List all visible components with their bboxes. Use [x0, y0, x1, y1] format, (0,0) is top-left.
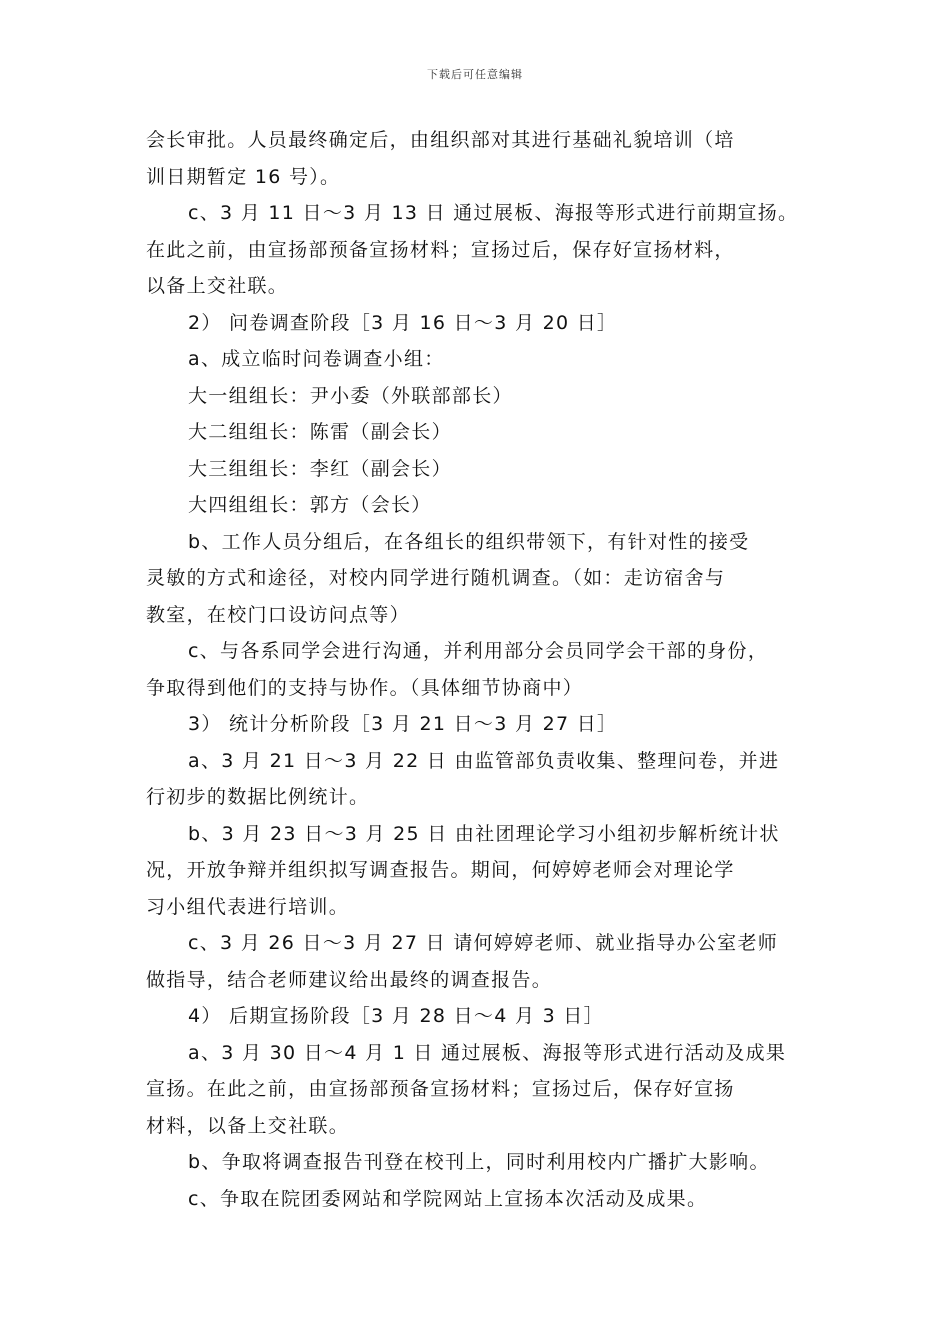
text-line: c、3 月 26 日～3 月 27 日 请何婷婷老师、就业指导办公室老师 [188, 932, 779, 954]
text-line: 教室，在校门口设访问点等） [146, 603, 410, 626]
text-line: c、与各系同学会进行沟通，并利用部分会员同学会干部的身份， [188, 640, 769, 662]
text-line: a、3 月 21 日～3 月 22 日 由监管部负责收集、整理问卷，并进 [188, 749, 780, 772]
text-line: 3） 统计分析阶段［3 月 21 日～3 月 27 日］ [188, 713, 618, 735]
text-line: 大四组组长：郭方（会长） [188, 494, 432, 516]
text-line: b、3 月 23 日～3 月 25 日 由社团理论学习小组初步解析统计状 [188, 822, 780, 845]
text-line: a、3 月 30 日～4 月 1 日 通过展板、海报等形式进行活动及成果 [188, 1041, 787, 1064]
text-line: 行初步的数据比例统计。 [146, 786, 370, 808]
text-line: a、成立临时问卷调查小组： [188, 348, 445, 370]
text-line: 宣扬。在此之前，由宣扬部预备宣扬材料；宣扬过后，保存好宣扬 [146, 1078, 735, 1100]
text-line: 灵敏的方式和途径，对校内同学进行随机调查。（如：走访宿舍与 [146, 567, 726, 589]
document-body [146, 122, 810, 1217]
text-line: 会长审批。人员最终确定后，由组织部对其进行基础礼貌培训（培 [146, 129, 735, 151]
text-line: 2） 问卷调查阶段［3 月 16 日～3 月 20 日］ [188, 311, 618, 334]
text-line: 大二组组长：陈雷（副会长） [188, 421, 452, 443]
text-line: 训日期暂定 16 号）。 [146, 165, 341, 188]
text-line: 在此之前，由宣扬部预备宣扬材料；宣扬过后，保存好宣扬材料， [146, 238, 735, 261]
text-line: b、工作人员分组后，在各组长的组织带领下，有针对性的接受 [188, 530, 750, 553]
text-line: 以备上交社联。 [146, 275, 289, 297]
text-line: 况，开放争辩并组织拟写调查报告。期间，何婷婷老师会对理论学 [146, 859, 735, 881]
text-line: c、争取在院团委网站和学院网站上宣扬本次活动及成果。 [188, 1187, 708, 1210]
text-line: 做指导，结合老师建议给出最终的调查报告。 [146, 968, 553, 991]
page-header-note: 下载后可任意编辑 [427, 68, 523, 81]
text-line: 4） 后期宣扬阶段［3 月 28 日～4 月 3 日］ [188, 1005, 604, 1027]
text-line: 大一组组长：尹小委（外联部部长） [188, 384, 513, 407]
text-line: 大三组组长：李红（副会长） [188, 457, 452, 480]
text-line: b、争取将调查报告刊登在校刊上，同时利用校内广播扩大影响。 [188, 1151, 770, 1173]
text-line: c、3 月 11 日～3 月 13 日 通过展板、海报等形式进行前期宣扬。 [188, 202, 799, 224]
text-line: 习小组代表进行培训。 [146, 895, 350, 918]
text-line: 争取得到他们的支持与协作。（具体细节协商中） [146, 676, 584, 699]
text-line: 材料，以备上交社联。 [146, 1114, 350, 1137]
